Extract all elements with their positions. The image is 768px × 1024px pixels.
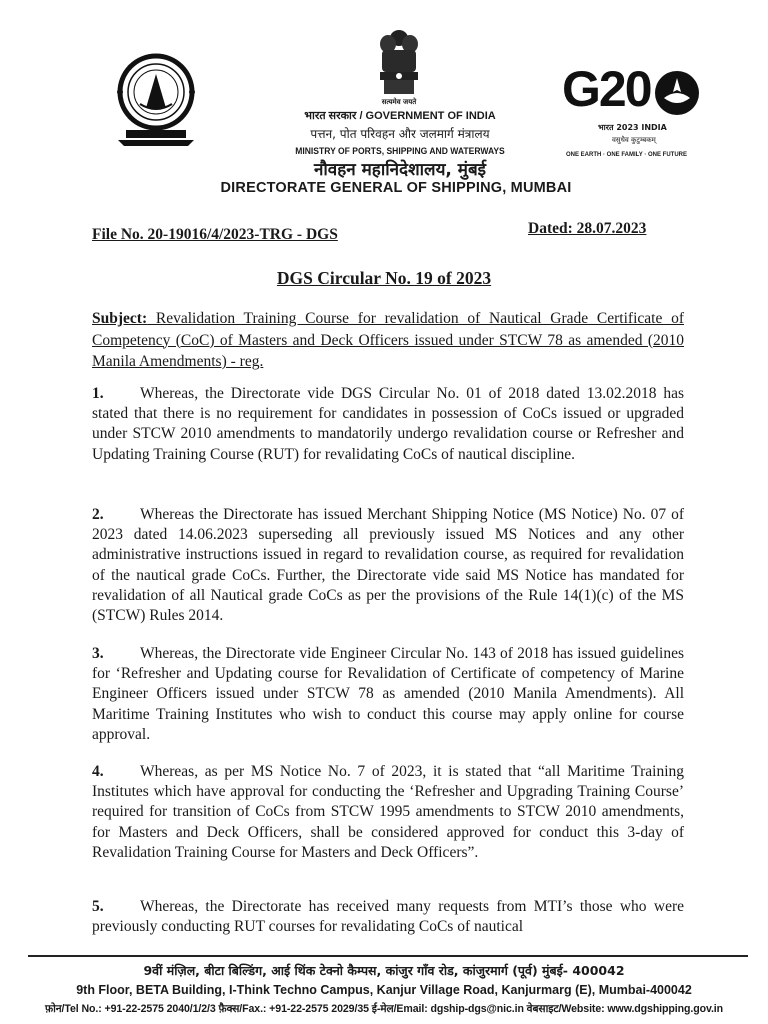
circular-title: DGS Circular No. 19 of 2023 (276, 268, 492, 288)
paragraph-number: 2. (92, 506, 104, 523)
file-number: File No. 20-19016/4/2023-TRG - DGS (92, 226, 338, 243)
emblem-motto: सत्यमेव जयते (381, 98, 417, 106)
directorate-name: DIRECTORATE GENERAL OF SHIPPING, MUMBAI (220, 180, 572, 196)
directorate-hindi: नौवहन महानिदेशालय, मुंबई (313, 160, 487, 180)
paragraph-5 (92, 897, 684, 937)
g20-wordmark: G20 (562, 61, 651, 117)
ministry-name: MINISTRY OF PORTS, SHIPPING AND WATERWAYS (295, 146, 505, 156)
subject-text: Revalidation Training Course for revalidation of Nautical Grade Certificate of Competency (CoC) of Masters and Deck Officers issued under STCW 78 as amended (2010 Manila Amendments) - reg. (92, 310, 684, 370)
paragraph-number: 5. (92, 898, 104, 915)
paragraph-4 (92, 762, 684, 863)
dgs-seal-icon (112, 52, 200, 150)
paragraph-3 (92, 644, 684, 745)
paragraph-number: 1. (92, 385, 104, 402)
paragraph-text: Whereas, the Directorate vide DGS Circular No. 01 of 2018 dated 13.02.2018 has stated that there is no requirement for candidates in possession of CoCs issued or upgraded under STCW 2010 amendments to mandatorily undergo revalidation course or Refresher and Updating Training Course (RUT) for revalidating CoCs of nautical discipline. (92, 385, 684, 463)
date: Dated: 28.07.2023 (528, 220, 647, 237)
g20-tagline: ONE EARTH · ONE FAMILY · ONE FUTURE (566, 152, 688, 158)
paragraph-text: Whereas, as per MS Notice No. 7 of 2023, it is stated that “all Maritime Training Institutes which have approval for conducting the ‘Refresher and Upgrading Training Course’ required for transition of CoCs from STCW 1995 amendments to STCW 2010 amendments, for Masters and Deck Officers, shall be considered approved for conduct this 3-day of Revalidation Training Course for Masters and Deck Officers”. (92, 763, 684, 861)
paragraph-text: Whereas, the Directorate vide Engineer Circular No. 143 of 2018 has issued guidelines for ‘Refresher and Updating course for Revalidation of Certificate of competency of Marine Engineer Officers issued under STCW 78 as amended (2010 Manila Amendments). All Maritime Training Institutes who wish to conduct this course may apply online for course approval. (92, 645, 684, 743)
subject (92, 308, 684, 373)
ministry-hindi: पत्तन, पोत परिवहन और जलमार्ग मंत्रालय (310, 127, 490, 141)
g20-year-line: भारत 2023 INDIA (598, 123, 667, 132)
paragraph-2 (92, 505, 684, 626)
paragraph-number: 4. (92, 763, 104, 780)
govt-of-india: भारत सरकार / GOVERNMENT OF INDIA (304, 110, 496, 122)
paragraph-text: Whereas the Directorate has issued Merchant Shipping Notice (MS Notice) No. 07 of 2023 dated 14.06.2023 superseding all previously issued MS Notices and any other administrative instructions issued in regard to revalidation course, as required for revalidation of the nautical grade CoCs. Further, the Directorate vide said MS Notice has mandated for revalidation of all Nautical grade CoCs as per the provisions of the Rule 14(1)(c) of the MS (STCW) Rules 2014. (92, 506, 684, 625)
g20-logo (560, 61, 710, 166)
subject-label: Subject: (92, 310, 148, 327)
paragraph-text: Whereas, the Directorate has received many requests from MTI’s those who were previously conducting RUT courses for revalidating CoCs of nautical (92, 898, 684, 936)
footer-address-hindi: 9वीं मंज़िल, बीटा बिल्डिंग, आई थिंक टेक्नो कैम्पस, कांजुर गाँव रोड, कांजुरमार्ग (पूर्व) मुंबई- 400042 (143, 963, 625, 978)
footer-divider (28, 955, 748, 957)
paragraph-number: 3. (92, 645, 104, 662)
paragraph-1 (92, 384, 684, 465)
national-emblem-icon (372, 28, 426, 108)
footer-address: 9th Floor, BETA Building, I-Think Techno Campus, Kanjur Village Road, Kanjurmarg (E), Mumbai-400042 (76, 983, 692, 997)
g20-motto: वसुधैव कुटुम्बकम् (612, 136, 656, 144)
footer-contact: फ़ोन/Tel No.: +91-22-2575 2040/1/2/3 फ़ैक्स/Fax.: +91-22-2575 2029/35 ई-मेल/Email: dgship-dgs@nic.in वेबसाइट/Website: www.dgshipping.gov.in (44, 1003, 724, 1015)
g20-globe-icon (652, 68, 702, 118)
